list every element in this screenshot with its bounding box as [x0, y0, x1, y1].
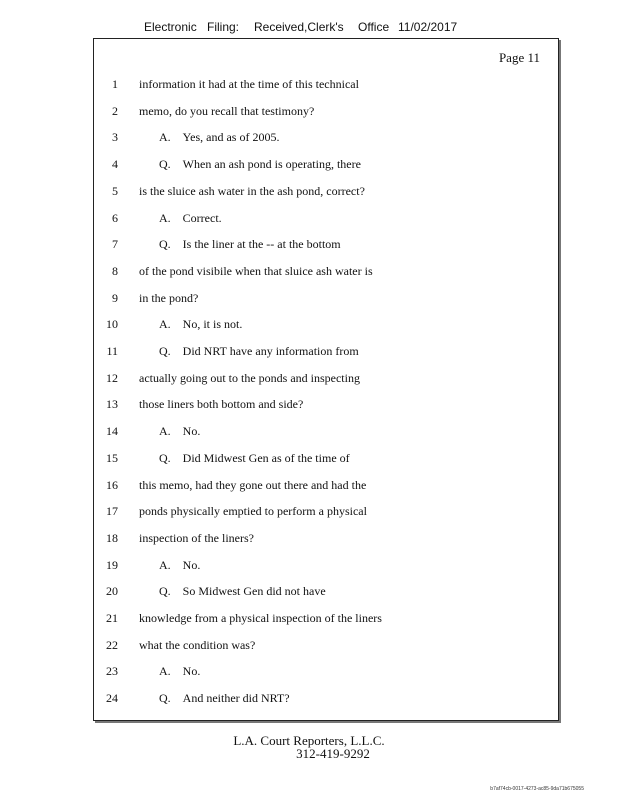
- transcript-line: [94, 609, 558, 627]
- transcript-line: [94, 582, 558, 600]
- line-text: memo, do you recall that testimony?: [139, 103, 315, 118]
- line-number: 10: [106, 317, 118, 332]
- line-number: 22: [106, 637, 118, 652]
- line-number: 21: [106, 611, 118, 625]
- reporter-phone: 312-419-9292: [296, 746, 370, 761]
- line-number: 20: [106, 584, 118, 599]
- transcript-line: [94, 529, 558, 547]
- transcript-line: [94, 289, 558, 307]
- line-text: A. Correct.: [159, 210, 222, 225]
- transcript-line: [94, 476, 558, 494]
- line-text: information it had at the time of this technical: [139, 77, 359, 91]
- transcript-line: [94, 262, 558, 280]
- filing-word-office: Office: [358, 20, 390, 34]
- transcript-line: [94, 636, 558, 654]
- line-text: what the condition was?: [139, 637, 256, 652]
- transcript-page: [93, 38, 559, 721]
- line-text: knowledge from a physical inspection of the liners: [139, 611, 382, 625]
- line-number: 18: [106, 530, 118, 545]
- line-number: 24: [106, 691, 118, 706]
- line-number: 2: [112, 103, 118, 118]
- line-text: A. Yes, and as of 2005.: [159, 130, 280, 145]
- transcript-line: [94, 502, 558, 520]
- transcript-line: [94, 209, 558, 227]
- line-text: Q. Did Midwest Gen as of the time of: [159, 450, 350, 465]
- filing-date: 11/02/2017: [398, 20, 458, 34]
- transcript-line: [94, 689, 558, 707]
- line-number: 17: [106, 504, 118, 519]
- electronic-filing-header: [0, 20, 618, 36]
- line-number: 9: [112, 290, 118, 305]
- line-number: 15: [106, 450, 118, 465]
- transcript-line: [94, 75, 558, 93]
- line-number: 7: [112, 237, 118, 252]
- line-number: 12: [106, 370, 118, 385]
- line-number: 6: [112, 210, 118, 225]
- transcript-line: [94, 449, 558, 467]
- line-number: 3: [112, 130, 118, 145]
- line-text: ponds physically emptied to perform a physical: [139, 504, 367, 519]
- line-text: this memo, had they gone out there and had the: [139, 477, 367, 492]
- line-number: 13: [106, 397, 118, 412]
- transcript-line: [94, 395, 558, 413]
- line-text: Q. When an ash pond is operating, there: [159, 157, 361, 172]
- line-number: 11: [106, 344, 118, 358]
- line-text: Q. And neither did NRT?: [159, 691, 290, 706]
- transcript-line: [94, 315, 558, 333]
- line-text: those liners both bottom and side?: [139, 397, 304, 412]
- filing-word-received-clerks: Received,Clerk's: [254, 20, 344, 34]
- line-text: inspection of the liners?: [139, 530, 254, 545]
- line-number: 23: [106, 664, 118, 679]
- transcript-line: [94, 369, 558, 387]
- transcript-line: [94, 182, 558, 200]
- reporter-company: L.A. Court Reporters, L.L.C.: [233, 733, 385, 748]
- transcript-line: [94, 662, 558, 680]
- line-number: 4: [112, 157, 118, 172]
- filing-word-electronic: Electronic: [144, 20, 197, 34]
- line-text: A. No.: [159, 557, 201, 572]
- line-number: 1: [112, 77, 118, 91]
- transcript-line: [94, 155, 558, 173]
- document-code: b7af74cb-0017-4273-ac85-9da71b675055: [490, 786, 584, 792]
- line-text: A. No.: [159, 424, 201, 439]
- filing-word-filing: Filing:: [207, 20, 240, 34]
- transcript-line: [94, 128, 558, 146]
- line-number: 5: [112, 183, 118, 198]
- line-text: A. No, it is not.: [159, 317, 243, 332]
- line-text: is the sluice ash water in the ash pond, correct?: [139, 183, 365, 198]
- line-text: in the pond?: [139, 290, 199, 305]
- line-number: 19: [106, 557, 118, 572]
- transcript-line: [94, 235, 558, 253]
- transcript-line: [94, 556, 558, 574]
- line-text: Q. Is the liner at the -- at the bottom: [159, 237, 341, 252]
- line-text: actually going out to the ponds and inspecting: [139, 370, 360, 385]
- transcript-line: [94, 342, 558, 360]
- transcript-line: [94, 422, 558, 440]
- line-text: A. No.: [159, 664, 201, 679]
- line-number: 14: [106, 424, 118, 439]
- page-number: Page 11: [498, 50, 540, 65]
- line-text: Q. Did NRT have any information from: [159, 344, 359, 358]
- transcript-line: [94, 102, 558, 120]
- line-number: 16: [106, 477, 118, 492]
- line-number: 8: [112, 263, 118, 278]
- line-text: Q. So Midwest Gen did not have: [159, 584, 326, 599]
- line-text: of the pond visibile when that sluice ash water is: [139, 263, 373, 278]
